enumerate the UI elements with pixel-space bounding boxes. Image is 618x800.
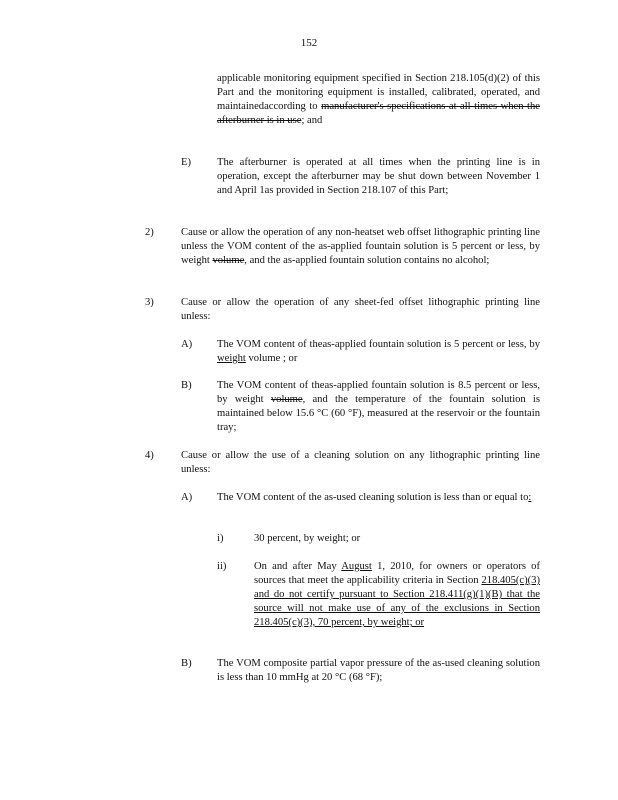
text: , and the as-applied fountain solution contains no alcohol;	[244, 255, 490, 266]
deleted-text: volume	[270, 394, 303, 405]
item-label-3B: B)	[181, 380, 192, 391]
text: On and after May	[254, 561, 337, 572]
item-4-text: Cause or allow the use of a cleaning solution on any lithographic printing line unless:	[181, 450, 540, 475]
inserted-text: :	[528, 492, 532, 503]
item-4Aii-text	[254, 560, 540, 630]
item-label-E: E)	[181, 157, 191, 168]
item-label-3: 3)	[145, 297, 154, 308]
item-2-text	[181, 226, 540, 268]
inserted-text: August	[341, 561, 372, 572]
item-E-text: The afterburner is operated at all times when the printing line is in operation, except the afterburner may be shut down between November 1 and April 1as provided in Section 218.107 of this Part;	[217, 157, 540, 196]
paragraph-d-continuation	[217, 72, 540, 128]
inserted-text: weight	[217, 353, 246, 364]
inserted-text: 218.405(c)(3) and do not certify pursuant to Section 218.411(g)(1)(B) that the source will not make use of any of the exclusions in Section 218.405(c)(3), 70 percent, by weight; or	[254, 575, 541, 628]
item-3B-text	[217, 379, 540, 435]
text: 1, 2010, for owners or operators of sources that meet the applicability criteria in Section	[254, 561, 540, 586]
item-4Ai-text: 30 percent, by weight; or	[254, 533, 361, 544]
item-label-4A: A)	[181, 492, 193, 503]
item-3A-text	[217, 338, 540, 366]
item-label-2: 2)	[145, 227, 154, 238]
text: volume ; or	[248, 353, 298, 364]
item-label-3A: A)	[181, 339, 193, 350]
text: The VOM content of the as-used cleaning solution is less than or equal to	[217, 492, 529, 503]
text: The VOM content of theas-applied fountain solution is 5 percent or less, by	[217, 339, 540, 350]
item-label-4: 4)	[145, 450, 154, 461]
item-4A-text	[217, 491, 540, 505]
text: , and the temperature of the fountain solution is maintained below 15.6 °C (60 °F), measured at the reservoir or the fountain tray;	[217, 394, 540, 433]
text: The VOM content of theas-applied fountain solution is 8.5 percent or less, by weight	[217, 380, 540, 405]
deleted-text: volume	[212, 255, 245, 266]
item-3-text: Cause or allow the operation of any sheet-fed offset lithographic printing line unless:	[181, 297, 540, 322]
item-label-4Aii: ii)	[217, 561, 227, 572]
item-label-4Ai: i)	[217, 533, 224, 544]
deleted-text: manufacturer's specifications at all times when the afterburner is in use	[217, 101, 540, 126]
text: applicable monitoring equipment specified in Section 218.105(d)(2) of this Part and the monitoring equipment is installed, calibrated, operated, and maintainedaccording to	[217, 73, 540, 112]
text: ; and	[301, 115, 323, 126]
page-number: 152	[300, 37, 318, 49]
text: Cause or allow the operation of any non-heatset web offset lithographic printing line unless the VOM content of the as-applied fountain solution is 5 percent or less, by weight	[181, 227, 540, 266]
item-label-4B: B)	[181, 658, 192, 669]
item-4B-text: The VOM composite partial vapor pressure of the as-used cleaning solution is less than 10 mmHg at 20 °C (68 °F);	[217, 658, 540, 683]
